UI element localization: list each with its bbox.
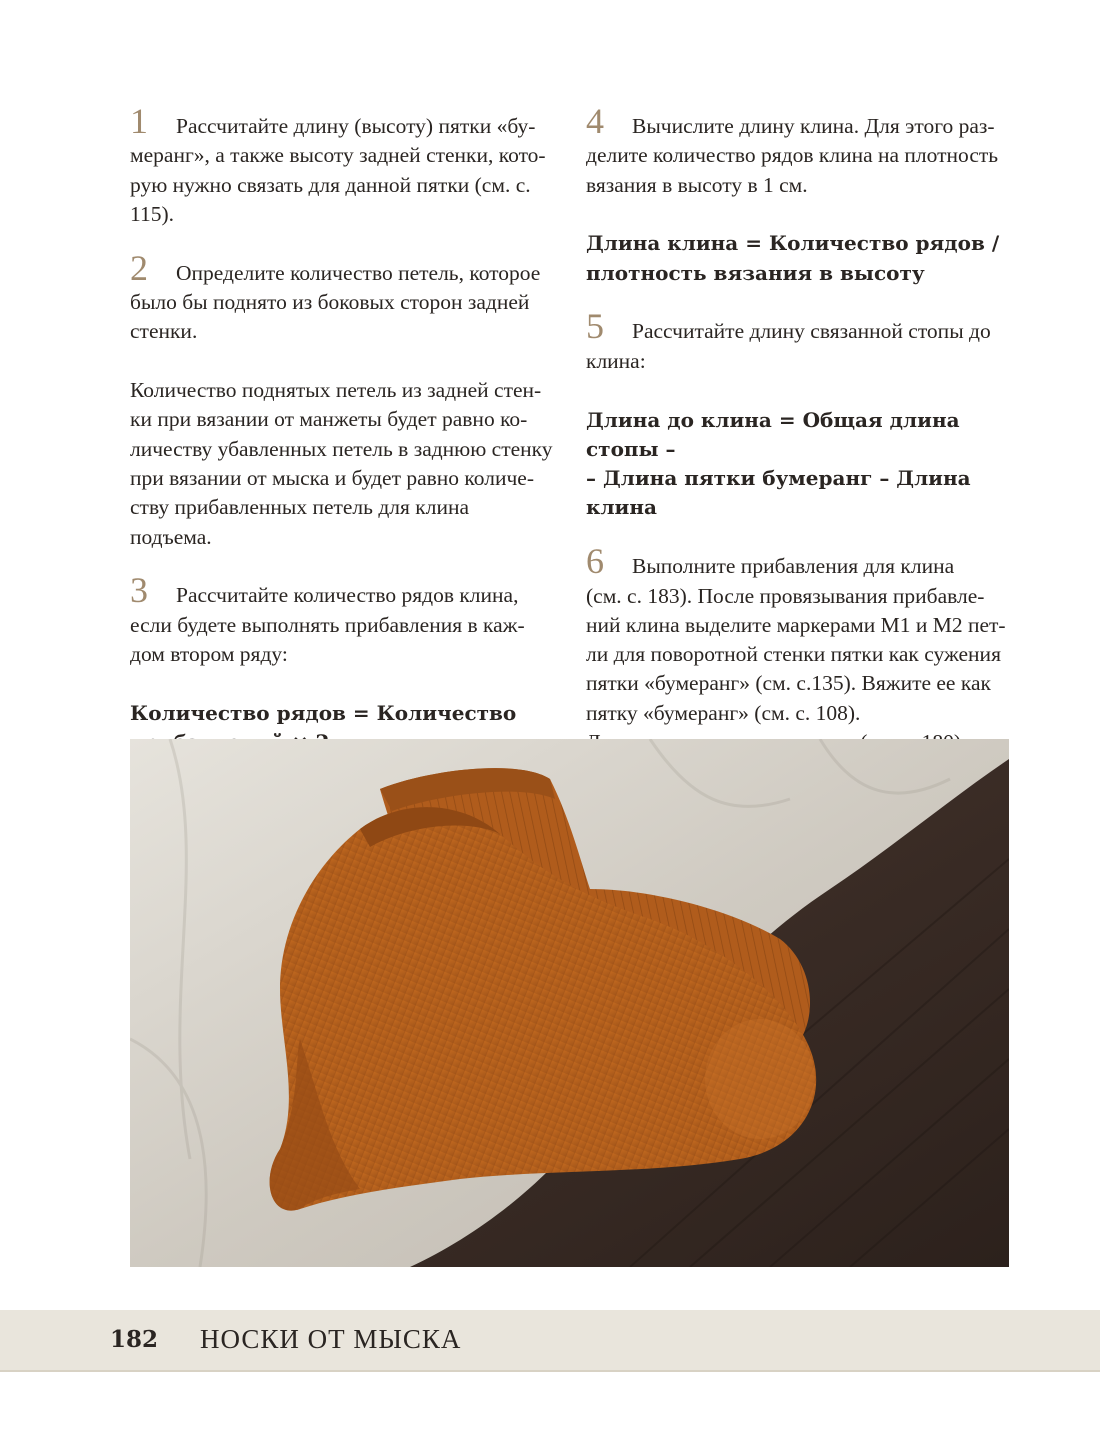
step-line: если будете выполнять прибавления в каж-: [130, 612, 525, 637]
step-line: вязания в высоту в 1 см.: [586, 172, 808, 197]
socks-photo: [130, 739, 1009, 1267]
step-line: (см. с. 183). После провязывания прибавле-: [586, 583, 985, 608]
step-line: ли для поворотной стенки пятки как сужения: [586, 642, 1001, 667]
step-2: 2 Определите количество петель, которое было бы поднято из боковых сторон задней стенки.: [130, 247, 541, 344]
step-line: Рассчитайте длину связанной стопы до: [632, 319, 991, 344]
paragraph-line: ки при вязании от манжеты будет равно ко-: [130, 407, 528, 432]
page-footer: [0, 1310, 1100, 1372]
step-line: Рассчитайте длину (высоту) пятки «бу-: [176, 114, 536, 138]
step-line: меранг», а также высоту задней стенки, кото-: [130, 143, 546, 168]
formula-line: Длина клина = Количество рядов /: [586, 231, 1000, 256]
right-column: [586, 101, 1011, 757]
formula-line: – Длина пятки бумеранг – Длина клина: [586, 466, 971, 520]
formula-line: Количество рядов = Количество: [130, 700, 517, 725]
step-line: Выполните прибавления для клина: [632, 554, 955, 579]
step-line: клина:: [586, 348, 646, 373]
step-line: рую нужно связать для данной пятки (см. с. 115).: [130, 172, 531, 226]
step-line: пятку «бумеранг» (см. с. 108).: [586, 700, 861, 725]
paragraph-line: Количество поднятых петель из задней стен-: [130, 378, 542, 403]
step-line: Рассчитайте количество рядов клина,: [176, 583, 519, 608]
page-number: 182: [110, 1326, 159, 1353]
formula-length-to-gusset: [586, 406, 1011, 523]
step-line: Определите количество петель, которое: [176, 260, 541, 285]
formula-gusset-length: [586, 229, 1011, 288]
step-3: 3 Рассчитайте количество рядов клина, если будете выполнять прибавления в каж- дом втором ряду:: [130, 570, 525, 666]
step-line: дом втором ряду:: [130, 641, 288, 666]
step-line: стенки.: [130, 319, 198, 344]
paragraph-line: личеству убавленных петель в заднюю стенку: [130, 436, 553, 461]
socks-illustration: [130, 739, 1009, 1267]
step-6: 6 Выполните прибавления для клина (см. с. 183). После провязывания прибавле- ний клина выделите маркерами М1 и М2 пет- ли для поворотной стенки пятки как сужения пятки «бумеранг» (см. с.135). Вяжите ее как пятку «бумеранг» (см. с. 108).: [586, 552, 1011, 757]
step-line: ний клина выделите маркерами М1 и М2 пет-: [586, 612, 1006, 637]
explanation-paragraph: [130, 376, 555, 552]
formula-line: Длина до клина = Общая длина стопы –: [586, 407, 960, 461]
step-line: пятки «бумеранг» (см. с.135). Вяжите ее как: [586, 671, 991, 696]
step-line: было бы поднято из боковых сторон задней: [130, 289, 530, 314]
step-line: Вычислите длину клина. Для этого раз-: [632, 114, 995, 138]
step-5: 5 Рассчитайте длину связанной стопы до клина:: [586, 306, 991, 373]
step-1: 1 Рассчитайте длину (высоту) пятки «бу- меранг», а также высоту задней стенки, кото- рую нужно связать для данной пятки (см. с. 115).: [130, 101, 546, 226]
step-line: делите количество рядов клина на плотность: [586, 143, 999, 168]
paragraph-line: при вязании от мыска и будет равно количе-: [130, 465, 534, 490]
left-column: [130, 101, 555, 757]
chapter-title: НОСКИ ОТ МЫСКА: [200, 1324, 462, 1354]
step-4: 4 Вычислите длину клина. Для этого раз- делите количество рядов клина на плотность вязания в высоту в 1 см.: [586, 101, 999, 197]
formula-line: плотность вязания в высоту: [586, 260, 925, 285]
paragraph-line: ству прибавленных петель для клина подъема.: [130, 495, 470, 549]
